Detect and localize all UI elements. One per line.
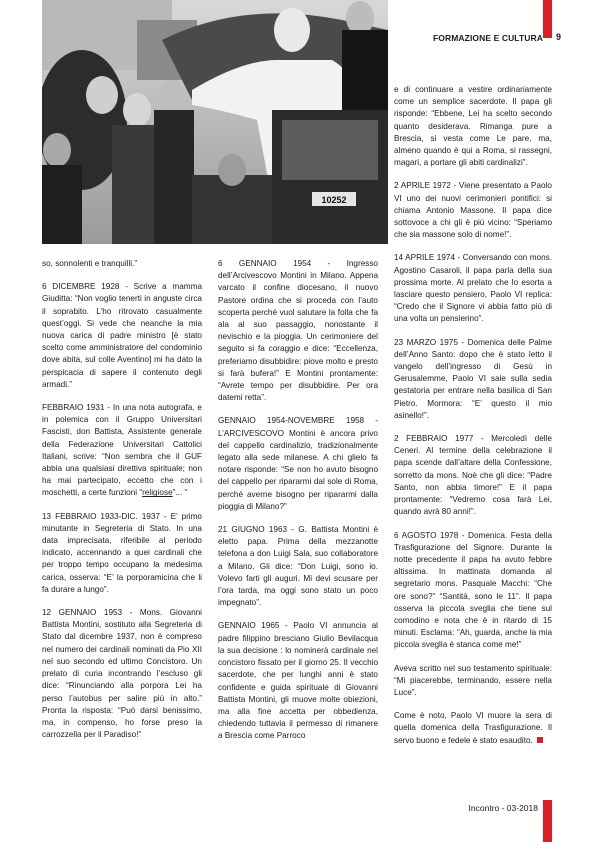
paragraph: 21 GIUGNO 1963 - G. Battista Montini è eletto papa. Prima della mezzanotte telefona a don Luigi Sala, suo collaboratore a Milano. Gli dice: “Don Luigi, sono io. Volevo farti gli auguri. Mi devi scusare per l’ora tarda, ma oggi sono stato un poco impegnato”.: [218, 525, 378, 608]
paragraph-text: Come è noto, Paolo VI muore la sera di quella domenica della Trasfigurazione. Il servo buono e fedele è stato esaudito.: [394, 711, 552, 745]
accent-tab-bottom: [543, 800, 552, 842]
text-column-2: [218, 258, 378, 754]
paragraph: 6 DICEMBRE 1928 - Scrive a mamma Giuditta: “Non voglio tenerti in anguste circa il soprabito. L’ho ritrovato casualmente quest’oggi. Si vede che neanche la mia nuova carica di padre ministro [è stato scelto come amministratore del condominio dove abita, sul colle Aventino] mi ha dato la perspicacia di sapere il contenuto degli armadi.”: [42, 282, 202, 389]
paragraph: so, sonnolenti e tranquilli.”: [42, 259, 138, 268]
paragraph: 2 FEBBRAIO 1977 - Mercoledì delle Ceneri. Al termine della celebrazione il papa scende dall’altare della Confessione, sorretto da mons. Noè che gli dice: “Padre Santo, non abbia timore!” E il papa prontamente: “Vedremo cosa farà Lei, quando avrà 80 anni!”.: [394, 434, 552, 517]
paragraph: e di continuare a vestire ordinariamente come un semplice sacerdote. Il papa gli risponde: “Ebbene, Lei ha scelto secondo quanto desiderava. Rimanga pure a Brescia, si vesta come Le pare, ma, almeno quando è qui a Roma, si rassegni, magari, a portare gli abiti cardinalizi”.: [394, 85, 552, 168]
paragraph: 14 APRILE 1974 - Conversando con mons. Agostino Casaroli, il papa parla della sua prossima morte. Al prelato che lo esorta a lasciare questo pensiero, Paolo VI replica: “Credo che il Signore vi abbia fatto più di una volta un pensierino”.: [394, 253, 552, 324]
paragraph-last: [394, 710, 552, 747]
paragraph-feb-1931: [42, 402, 202, 500]
end-of-article-mark: [537, 737, 543, 743]
page-number: 9: [556, 32, 562, 42]
text-column-3: [394, 84, 552, 758]
paragraph: GENNAIO 1954-NOVEMBRE 1958 - L’ARCIVESCOVO Montini è ancora privo del cappello cardinalizio, tradizionalmente legato alla sede milanese. A chi glielo fa notare risponde: “Se non ho avuto bisogno del cappello per ripararmi dal sole di Roma, perché averne bisogno per ripararmi dalla pioggia di Milano?”: [218, 416, 378, 511]
accent-tab-top: [543, 0, 552, 38]
text-column-1: [42, 258, 202, 752]
archive-photo: [42, 0, 388, 244]
paragraph: 13 FEBBRAIO 1933-DIC. 1937 - E’ primo minutante in Segreteria di Stato. In una data imprecisata, riferibile al periodo indicato, accennando a quei cardinali che per troppo tempo occupano la medesima carica, osserva: “E’ la porporamicina che li fa durare a lungo”.: [42, 511, 202, 594]
paragraph: 23 MARZO 1975 - Domenica delle Palme dell’Anno Santo: dopo che è stato letto il vangelo dell’ingresso di Gesù in Gerusalemme, Paolo VI sale sulla sedia gestatoria per entrare nella basilica di San Pietro. Mormora: “E’ questo il mio asinello!”.: [394, 337, 552, 420]
footer-issue: Incontro - 03-2018: [468, 803, 538, 813]
section-label: FORMAZIONE E CULTURA: [433, 33, 543, 43]
paragraph: 12 GENNAIO 1953 - Mons. Giovanni Battista Montini, sostituto alla Segreteria di Stato dal dicembre 1937, non è compreso nel numero dei cardinali nominati da Pio XII nel suo secondo ed ultimo Concistoro. Un prelato di curia incontrando l’escluso gli dice: “Rinunciando alla porpora Lei ha perso l’autobus per salire più in alto.” Pronta la risposta: “Può darsi benissimo, ma, in compenso, ho forse preso la carrozzella per il Paradiso!”: [42, 608, 202, 740]
underlined-word: religiose: [142, 488, 173, 498]
paragraph: 6 AGOSTO 1978 - Domenica. Festa della Trasfigurazione del Signore. Durante la notte precedente il papa ha avuto febbre altissima. In mattinata domanda al segretario mons. Pasquale Macchi: “Che ore sono?” “Santità, sono le 11”. Il papa osserva la piccola sveglia che tiene sul comodino e nota che è in ritardo di 15 minuti. Esclama: “Ah, guarda, anche la mia piccola sveglia è stanca come me!”: [394, 530, 552, 650]
paragraph: GENNAIO 1965 - Paolo VI annuncia al padre filippino bresciano Giulio Bevilacqua la sua decisione : lo nominerà cardinale nel concistoro fissato per il giorno 25. Il vecchio sacerdote, che per lunghi anni è stato confidente e guida spirituale di Giovanni Battista Montini, gli muove molte obiezioni, ma alla fine accetta per obbedienza, chiedendo tuttavia il permesso di rimanere a Brescia come Parroco: [218, 621, 378, 741]
paragraph-text: FEBBRAIO 1931 - In una nota autografa, e in polemica con il Gruppo Universitari Fascisti, don Battista, Assistente generale della Federazione Universitari Cattolici Italiani, scrive: “Non sembra che il GUF abbia una qualsiasi direttiva spirituale; non ha mai partecipato, eccetto che con i moschetti, a certe funzioni “: [42, 403, 202, 498]
paragraph: 2 APRILE 1972 - Viene presentato a Paolo VI uno dei nuovi cerimonieri pontifici: si chiama Antonio Massone. Il papa dice sottovoce a chi gli è più vicino: “Speriamo che sia massone solo di nome!”.: [394, 181, 552, 240]
paragraph: 6 GENNAIO 1954 - Ingresso dell’Arcivescovo Montini in Milano. Appena varcato il confine diocesano, il nuovo Pastore ordina che si proceda con l’auto scoperta perché vuol salutare la folla che fa ala al suo passaggio, nonostante il nevischio e la pioggia. Un cerimoniere del seguito si fa coraggio e dice: “Eccellenza, preferiamo disubbidire: piove molto e presto si farà bufera!” E Montini prontamente: “Avrete tempo per disubbidire. Per ora datemi retta”.: [218, 259, 378, 403]
paragraph: Aveva scritto nel suo testamento spirituale: “Mi piacerebbe, terminando, essere nella Luce”.: [394, 663, 552, 697]
photo-scene: [42, 0, 388, 244]
paragraph-text: ”... “: [172, 488, 188, 498]
license-plate: 10252: [321, 195, 347, 205]
